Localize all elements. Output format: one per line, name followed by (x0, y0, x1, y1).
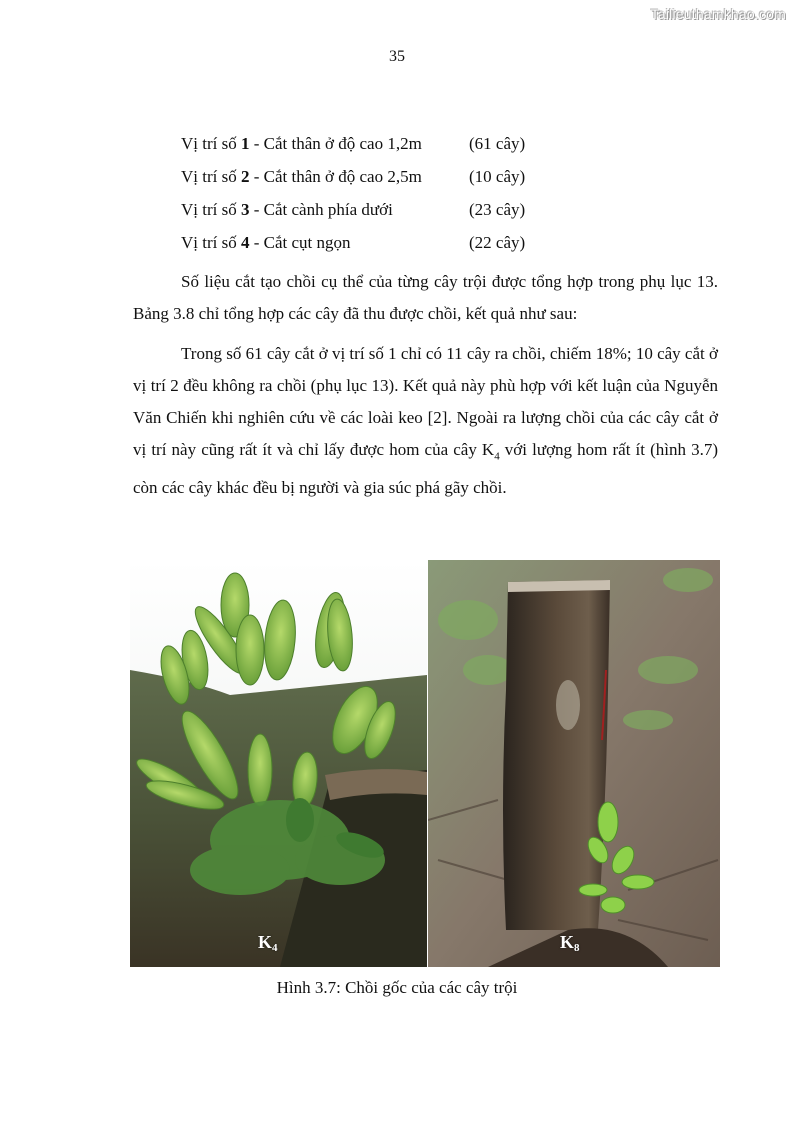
position-row-4 (181, 232, 541, 265)
position-count: (22 cây) (469, 233, 526, 252)
paragraph-results: Trong số 61 cây cắt ở vị trí số 1 chỉ có 11 cây ra chồi, chiếm 18%; 10 cây cắt ở vị trí 2 đều không ra chồi (phụ lục 13). Kết quả này phù hợp với kết luận của Nguyễn Văn Chiến khi nghiên cứu về các loài keo [2]. Ngoài ra lượng chồi của các cây cắt ở vị trí này cũng rất ít và chỉ lấy được hom của cây $K_4$ với lượng hom rất ít (hình 3.7) còn các cây khác đều bị người và gia súc phá gãy chồi. (133, 344, 718, 498)
page-number: 35 (389, 48, 405, 65)
photo-label-k4: $K_4$ (258, 932, 278, 954)
paragraph-summary: Số liệu cắt tạo chồi cụ thể của từng cây trội được tổng hợp trong phụ lục 13. Bảng 3.8 chỉ tổng hợp các cây đã thu được chồi, kết quả như sau: (133, 272, 718, 323)
cutting-positions-list (181, 133, 541, 265)
figure-caption: Hình 3.7: Chồi gốc của các cây trội (276, 978, 518, 997)
position-count: (10 cây) (469, 167, 526, 186)
position-count: (23 cây) (469, 200, 526, 219)
photo-k8-stump (428, 560, 720, 967)
watermark: Tailieuthamkhao.com (650, 6, 786, 22)
k8-photo-illustration (428, 560, 720, 967)
figure-3-7 (130, 560, 720, 967)
position-text: Vị trí số 1 - Cắt thân ở độ cao 1,2m (181, 134, 422, 153)
k4-photo-illustration (130, 560, 427, 967)
position-row-3 (181, 199, 541, 232)
position-row-1 (181, 133, 541, 166)
photo-label-k8: $K_8$ (560, 932, 580, 954)
position-row-2 (181, 166, 541, 199)
photo-k4-shoots (130, 560, 427, 967)
position-text: Vị trí số 3 - Cắt cành phía dưới (181, 200, 393, 219)
position-count: (61 cây) (469, 134, 526, 153)
position-text: Vị trí số 2 - Cắt thân ở độ cao 2,5m (181, 167, 422, 186)
position-text: Vị trí số 4 - Cắt cụt ngọn (181, 233, 351, 252)
